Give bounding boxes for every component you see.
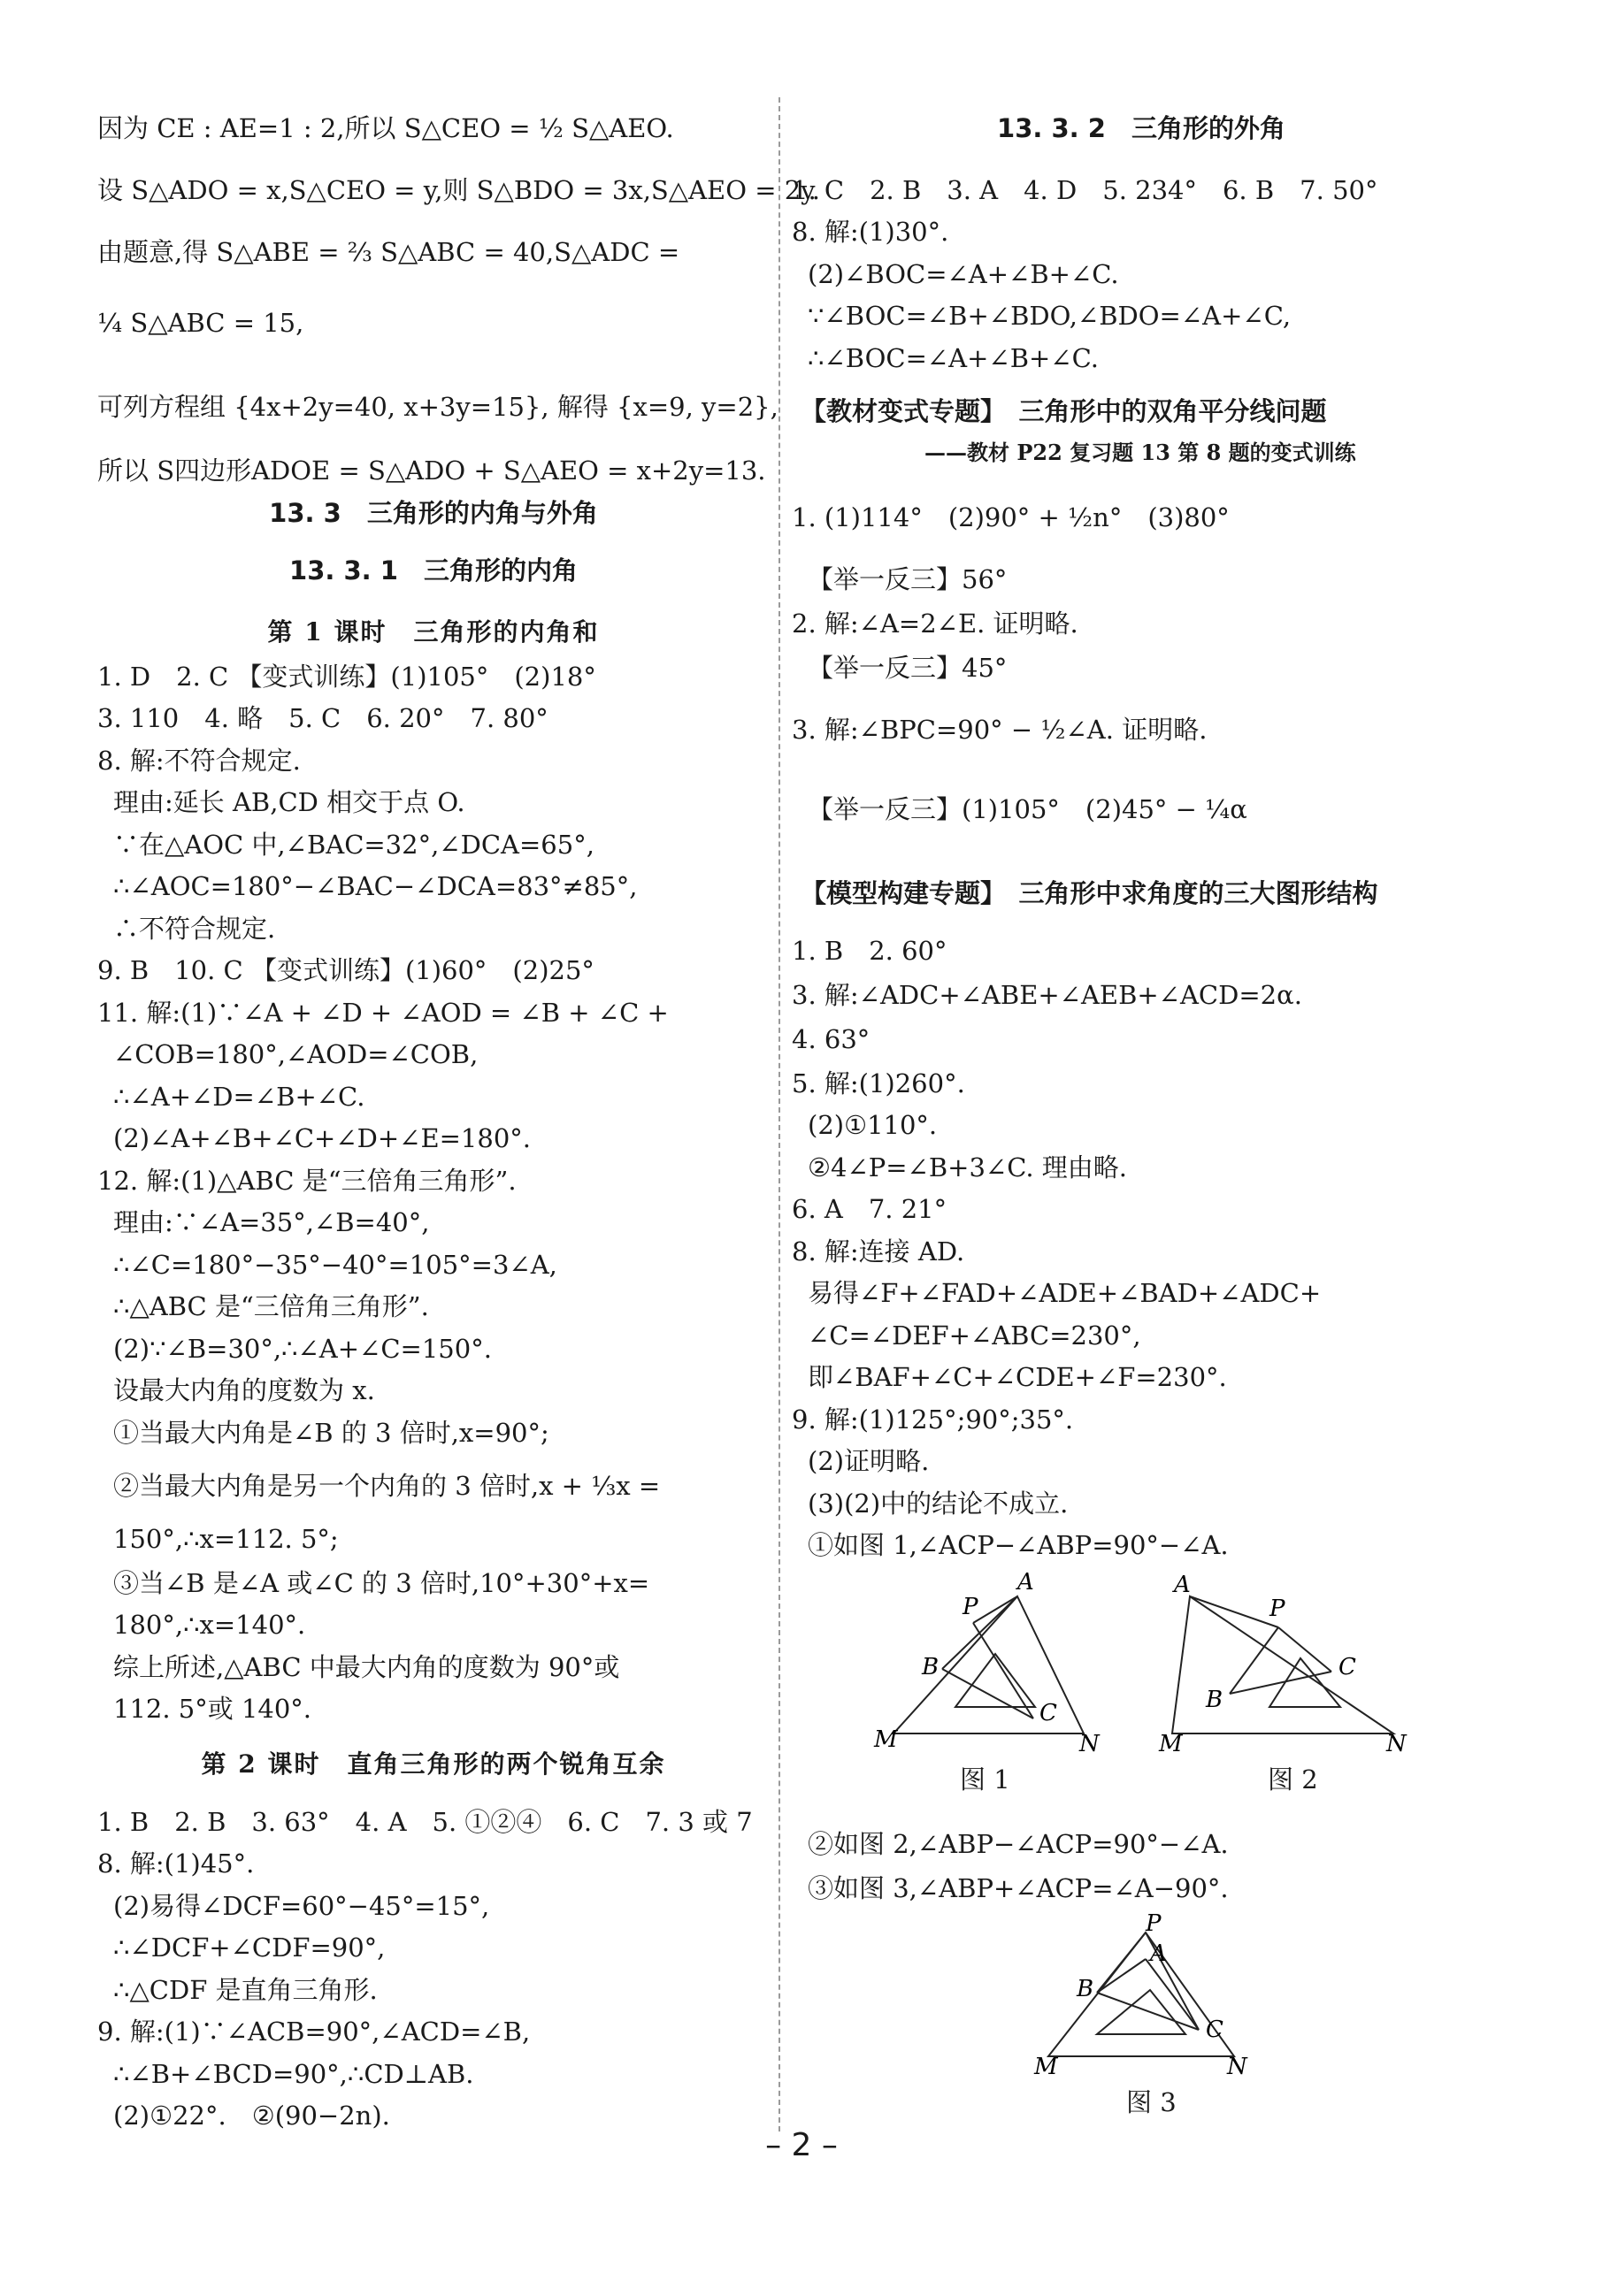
answer-line: ③当∠B 是∠A 或∠C 的 3 倍时,10°+30°+x= bbox=[113, 1568, 650, 1598]
answer-line: 8. 解:不符合规定. bbox=[97, 746, 301, 776]
vertex-label-c: C bbox=[1206, 2017, 1223, 2043]
answer-line: 8. 解:(1)30°. bbox=[792, 217, 949, 247]
answer-line: 112. 5°或 140°. bbox=[113, 1694, 312, 1724]
answer-line: 6. A 7. 21° bbox=[792, 1194, 947, 1224]
text-line: ¼ S△ABC = 15, bbox=[97, 308, 304, 338]
topic-heading: 【教材变式专题】 三角形中的双角平分线问题 bbox=[801, 396, 1327, 426]
lesson-heading: 第 1 课时 三角形的内角和 bbox=[267, 617, 600, 647]
answer-line: (2)证明略. bbox=[808, 1446, 930, 1476]
answer-line: 【举一反三】(1)105° (2)45° − ¼α bbox=[808, 794, 1247, 824]
vertex-label-b: B bbox=[922, 1654, 940, 1680]
vertex-label-a: A bbox=[1017, 1569, 1034, 1596]
text-line: 设 S△ADO = x,S△CEO = y,则 S△BDO = 3x,S△AEO = 2y. bbox=[97, 175, 820, 205]
answer-line: 8. 解:(1)45°. bbox=[97, 1848, 255, 1879]
answer-line: 综上所述,△ABC 中最大内角的度数为 90°或 bbox=[113, 1652, 620, 1682]
answer-line: 4. 63° bbox=[792, 1024, 871, 1054]
figure-3-caption: 图 3 bbox=[1126, 2087, 1177, 2117]
answer-line: ∵∠BOC=∠B+∠BDO,∠BDO=∠A+∠C, bbox=[808, 301, 1292, 331]
answer-line: 150°,∴x=112. 5°; bbox=[113, 1524, 339, 1554]
answer-line: 【举一反三】45° bbox=[808, 653, 1008, 683]
answer-line: 1. B 2. 60° bbox=[792, 936, 947, 966]
answer-line: ②当最大内角是另一个内角的 3 倍时,x + ⅓x = bbox=[113, 1471, 661, 1501]
answer-line: ∴不符合规定. bbox=[113, 914, 276, 944]
vertex-label-n: N bbox=[1227, 2054, 1247, 2080]
text-line: 因为 CE : AE=1 : 2,所以 S△CEO = ½ S△AEO. bbox=[97, 113, 674, 143]
answer-line: 1. (1)114° (2)90° + ½n° (3)80° bbox=[792, 502, 1230, 532]
topic-heading: 【模型构建专题】 三角形中求角度的三大图形结构 bbox=[801, 878, 1378, 908]
answer-line: 即∠BAF+∠C+∠CDE+∠F=230°. bbox=[808, 1362, 1227, 1392]
vertex-label-c: C bbox=[1039, 1700, 1057, 1726]
answer-line: 3. 解:∠BPC=90° − ½∠A. 证明略. bbox=[792, 715, 1208, 745]
page-number: – 2 – bbox=[765, 2127, 838, 2163]
answer-line: ∴∠A+∠D=∠B+∠C. bbox=[113, 1082, 365, 1112]
answer-line: (3)(2)中的结论不成立. bbox=[808, 1489, 1069, 1519]
answer-line: ∴△ABC 是“三倍角三角形”. bbox=[113, 1291, 429, 1321]
answer-line: 1. D 2. C 【变式训练】(1)105° (2)18° bbox=[97, 662, 596, 692]
answer-line: ∠C=∠DEF+∠ABC=230°, bbox=[808, 1320, 1141, 1351]
topic-subheading: ——教材 P22 复习题 13 第 8 题的变式训练 bbox=[924, 440, 1356, 465]
answer-line: ∴△CDF 是直角三角形. bbox=[113, 1975, 378, 2005]
vertex-label-m: M bbox=[874, 1726, 898, 1753]
column-divider bbox=[778, 97, 780, 2131]
answer-line: 11. 解:(1)∵∠A + ∠D + ∠AOD = ∠B + ∠C + bbox=[97, 998, 669, 1028]
answer-line: 【举一反三】56° bbox=[808, 564, 1008, 594]
figure-2 bbox=[1154, 1570, 1411, 1756]
answer-line: 3. 110 4. 略 5. C 6. 20° 7. 80° bbox=[97, 703, 548, 733]
figure-1 bbox=[867, 1569, 1100, 1757]
answer-line: (2)①110°. bbox=[808, 1110, 938, 1140]
vertex-label-m: M bbox=[1034, 2054, 1058, 2080]
figure-1-caption: 图 1 bbox=[960, 1764, 1010, 1795]
answer-line: ∴∠C=180°−35°−40°=105°=3∠A, bbox=[113, 1250, 557, 1280]
answer-line: 1. B 2. B 3. 63° 4. A 5. ①②④ 6. C 7. 3 或 7 bbox=[97, 1807, 753, 1837]
vertex-label-c: C bbox=[1338, 1654, 1356, 1680]
answer-line: (2)①22°. ②(90−2n). bbox=[113, 2101, 390, 2131]
answer-line: ∴∠DCF+∠CDF=90°, bbox=[113, 1932, 386, 1963]
answer-line: ②如图 2,∠ABP−∠ACP=90°−∠A. bbox=[808, 1829, 1229, 1859]
vertex-label-a: A bbox=[1174, 1572, 1191, 1598]
figure-2-caption: 图 2 bbox=[1268, 1764, 1318, 1795]
answer-line: 理由:延长 AB,CD 相交于点 O. bbox=[113, 787, 465, 817]
answer-line: 理由:∵∠A=35°,∠B=40°, bbox=[113, 1207, 430, 1237]
answer-line: 2. 解:∠A=2∠E. 证明略. bbox=[792, 608, 1078, 639]
vertex-label-n: N bbox=[1386, 1731, 1407, 1757]
answer-line: 8. 解:连接 AD. bbox=[792, 1236, 965, 1267]
answer-line: ∠COB=180°,∠AOD=∠COB, bbox=[113, 1039, 479, 1069]
answer-line: 12. 解:(1)△ABC 是“三倍角三角形”. bbox=[97, 1166, 517, 1196]
figure-3 bbox=[1031, 1910, 1269, 2080]
answer-line: 3. 解:∠ADC+∠ABE+∠AEB+∠ACD=2α. bbox=[792, 980, 1302, 1010]
answer-line: ①如图 1,∠ACP−∠ABP=90°−∠A. bbox=[808, 1530, 1229, 1560]
answer-line: 设最大内角的度数为 x. bbox=[113, 1375, 375, 1405]
section-heading: 13. 3 三角形的内角与外角 bbox=[269, 498, 598, 528]
answer-line: 易得∠F+∠FAD+∠ADE+∠BAD+∠ADC+ bbox=[808, 1278, 1322, 1308]
vertex-label-p: P bbox=[1269, 1596, 1285, 1622]
answer-line: ∴∠BOC=∠A+∠B+∠C. bbox=[808, 343, 1099, 373]
answer-line: ∴∠B+∠BCD=90°,∴CD⊥AB. bbox=[113, 2059, 474, 2089]
answer-line: 180°,∴x=140°. bbox=[113, 1610, 306, 1640]
vertex-label-b: B bbox=[1077, 1976, 1094, 2002]
answer-line: (2)∵∠B=30°,∴∠A+∠C=150°. bbox=[113, 1334, 492, 1364]
answer-line: 9. B 10. C 【变式训练】(1)60° (2)25° bbox=[97, 955, 594, 985]
answer-line: (2)∠BOC=∠A+∠B+∠C. bbox=[808, 259, 1119, 289]
lesson-heading: 第 2 课时 直角三角形的两个锐角互余 bbox=[201, 1749, 666, 1779]
text-line: 所以 S四边形ADOE = S△ADO + S△AEO = x+2y=13. bbox=[97, 455, 766, 486]
answer-line: 9. 解:(1)125°;90°;35°. bbox=[792, 1404, 1074, 1435]
subsection-heading: 13. 3. 2 三角形的外角 bbox=[997, 113, 1285, 143]
vertex-label-p: P bbox=[963, 1594, 978, 1620]
vertex-label-n: N bbox=[1079, 1731, 1100, 1757]
answer-line: (2)易得∠DCF=60°−45°=15°, bbox=[113, 1891, 490, 1921]
vertex-label-m: M bbox=[1159, 1731, 1183, 1757]
answer-line: (2)∠A+∠B+∠C+∠D+∠E=180°. bbox=[113, 1123, 532, 1153]
answer-line: ∵在△AOC 中,∠BAC=32°,∠DCA=65°, bbox=[113, 830, 594, 860]
answer-line: ①当最大内角是∠B 的 3 倍时,x=90°; bbox=[113, 1418, 549, 1448]
vertex-label-p: P bbox=[1146, 1910, 1162, 1937]
equation-system-line: 可列方程组 {4x+2y=40, x+3y=15}, 解得 {x=9, y=2}, bbox=[97, 392, 778, 422]
answer-line: ∴∠AOC=180°−∠BAC−∠DCA=83°≠85°, bbox=[113, 871, 638, 901]
vertex-label-a: A bbox=[1150, 1940, 1167, 1967]
answer-line: 5. 解:(1)260°. bbox=[792, 1068, 965, 1098]
answer-line: ②4∠P=∠B+3∠C. 理由略. bbox=[808, 1152, 1128, 1182]
answer-line: 1. C 2. B 3. A 4. D 5. 234° 6. B 7. 50° bbox=[792, 175, 1378, 205]
text-line: 由题意,得 S△ABE = ⅔ S△ABC = 40,S△ADC = bbox=[97, 237, 680, 267]
vertex-label-b: B bbox=[1206, 1687, 1223, 1713]
answer-line: ③如图 3,∠ABP+∠ACP=∠A−90°. bbox=[808, 1873, 1229, 1903]
subsection-heading: 13. 3. 1 三角形的内角 bbox=[289, 555, 578, 585]
answer-line: 9. 解:(1)∵∠ACB=90°,∠ACD=∠B, bbox=[97, 2017, 531, 2047]
